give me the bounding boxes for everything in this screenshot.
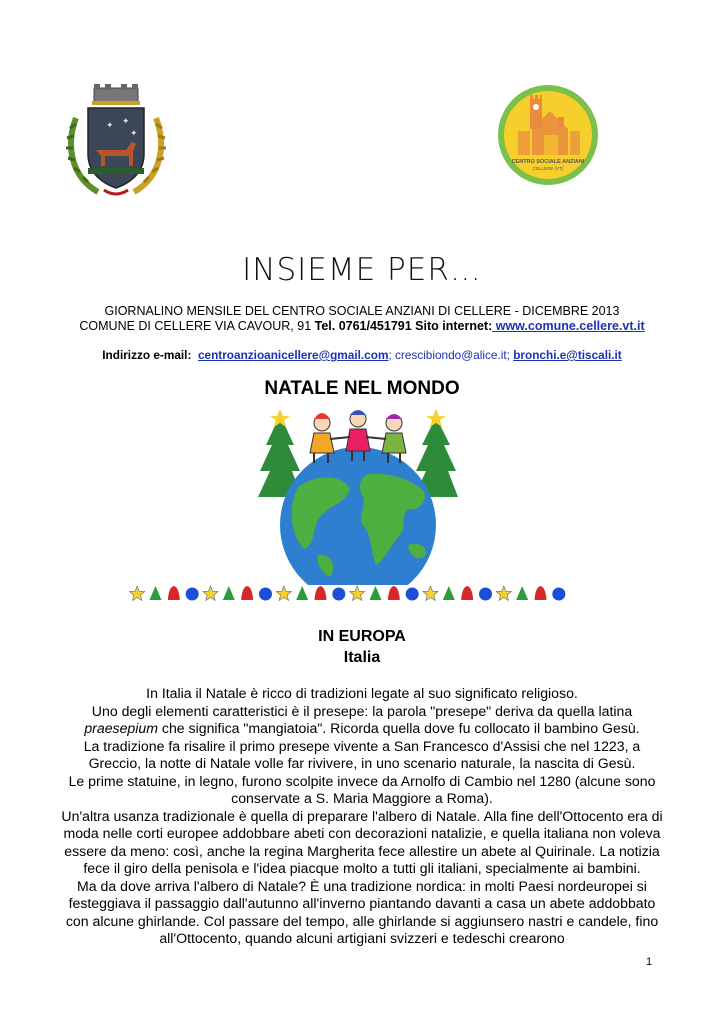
email-separator-1: ; [388, 348, 392, 362]
bell-icon [388, 586, 400, 600]
svg-text:✦: ✦ [106, 121, 114, 131]
tree-icon [516, 586, 528, 600]
star-icon [203, 586, 218, 601]
email-label: Indirizzo e-mail: [102, 348, 192, 362]
masthead-subtitle-line1: GIORNALINO MENSILE DEL CENTRO SOCIALE ANZIANI DI CELLERE - DICEMBRE 2013 [104, 304, 620, 318]
centro-sociale-logo [496, 83, 600, 187]
bell-icon [241, 586, 253, 600]
star-icon [130, 586, 145, 601]
star-icon [423, 586, 438, 601]
website-link[interactable]: www.comune.cellere.vt.it [492, 319, 645, 333]
bell-icon [461, 586, 473, 600]
email-link-2[interactable]: crescibiondo@alice.it [395, 348, 507, 362]
tree-icon [150, 586, 162, 600]
logo-subtext: CELLERE (VT) [532, 166, 564, 171]
paragraph: Le prime statuine, in legno, furono scolpite invece da Arnolfo di Cambio nel 1280 (alcune sono conservate a S. Maria Maggiore a Roma). [68, 772, 656, 806]
ornament-icon [552, 588, 565, 601]
bell-icon [168, 586, 180, 600]
globe-christmas-illustration [258, 405, 458, 585]
masthead-title: INSIEME PER… [242, 252, 482, 288]
paragraph: La tradizione fa risalire il primo presepe vivente a San Francesco d'Assisi che nel 1223, a Greccio, la notte di Natale volle far rivivere, in uno scenario naturale, la nascita di Gesù. [83, 737, 641, 771]
ornament-icon [186, 588, 199, 601]
address-text: COMUNE DI CELLERE VIA CAVOUR, 91 [79, 319, 315, 333]
star-icon [276, 586, 291, 601]
paragraph: Un'altra usanza tradizionale è quella di preparare l'albero di Natale. Alla fine dell'Ottocento era di moda nelle corti europee addobbare abeti con decorazioni natalizie, e quella italiana non voleva essere da meno: così, anche la regina Margherita fece allestire un abete al Quirinale. La notizia fece il giro della penisola e l'idea piacque molto a tutti gli italiani, specialmente ai bambini. [61, 807, 663, 876]
paragraph-text: Uno degli elementi caratteristici è il presepe: la parola "presepe" deriva da quella latina [91, 702, 633, 719]
email-link-3[interactable]: bronchi.e@tiscali.it [513, 348, 622, 362]
article-body [56, 685, 668, 948]
star-icon [350, 586, 365, 601]
decorative-icon-row [128, 584, 568, 604]
section-heading: IN EUROPA [318, 628, 406, 645]
latin-term: praesepium [84, 720, 158, 736]
paragraph: In Italia il Natale è ricco di tradizioni legate al suo significato religioso. [146, 685, 578, 701]
tree-icon [296, 586, 308, 600]
ornament-icon [479, 588, 492, 601]
email-link-1[interactable]: centroanzioanicellere@gmail.com [197, 348, 389, 362]
ornament-icon [332, 588, 345, 601]
subsection-heading: Italia [343, 649, 381, 666]
svg-text:✦: ✦ [130, 129, 138, 139]
paragraph: Ma da dove arriva l'albero di Natale? È una tradizione nordica: in molti Paesi nordeuropei si festeggiava il passaggio dall'autunno all'inverno piantando davanti a casa un abete addobbato con alcune ghirlande. Col passare del tempo, alle ghirlande si aggiunsero nastri e candele, fino all'Ottocento, quando alcuni artigiani svizzeri e tedeschi crearono [65, 877, 659, 946]
ornament-icon [259, 588, 272, 601]
tree-icon [370, 586, 382, 600]
phone-label: Tel. 0761/451791 Sito internet: [314, 319, 493, 333]
paragraph-text: che significa "mangiatoia". Ricorda quella dove fu collocato il bambino Gesù. [158, 720, 640, 736]
email-separator-2: ; [506, 348, 510, 362]
page-number: 1 [646, 956, 653, 968]
paragraph [56, 703, 668, 738]
svg-text:✦: ✦ [122, 117, 130, 127]
ornament-icon [406, 588, 419, 601]
tree-icon [443, 586, 455, 600]
tree-icon [223, 586, 235, 600]
masthead-subtitle-line2 [0, 319, 724, 333]
bell-icon [535, 586, 547, 600]
bell-icon [315, 586, 327, 600]
article-title: NATALE NEL MONDO [264, 378, 460, 399]
coat-of-arms-logo [64, 84, 168, 200]
logo-text: CENTRO SOCIALE ANZIANI [511, 159, 585, 165]
email-line [0, 348, 724, 362]
star-icon [496, 586, 511, 601]
